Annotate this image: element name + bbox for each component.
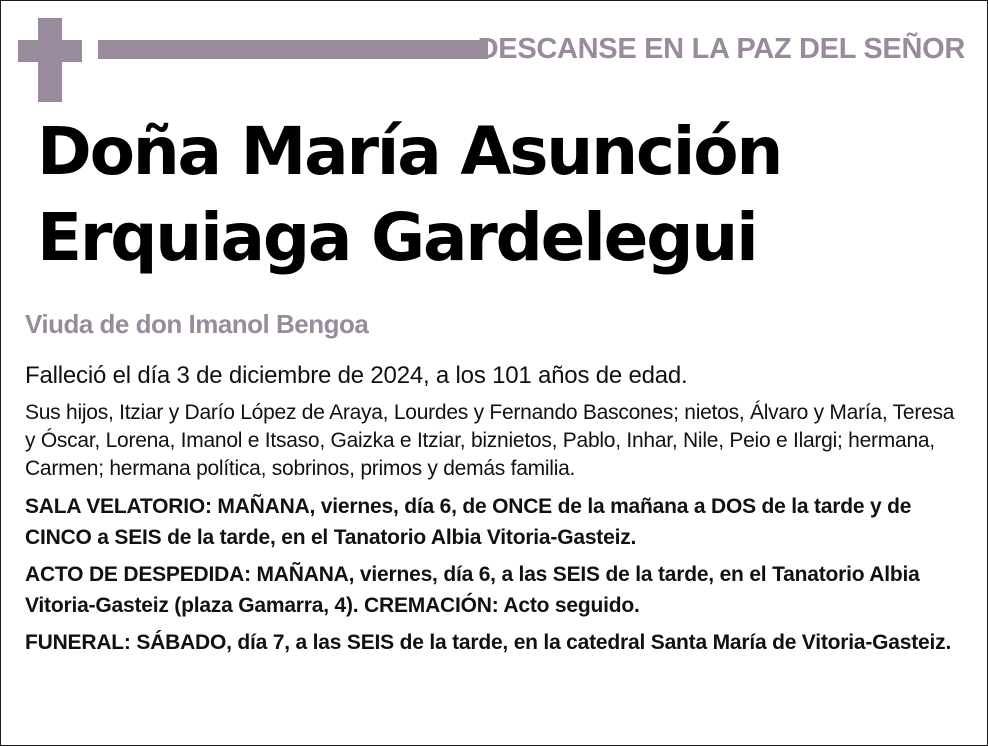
header-rule (98, 40, 488, 59)
deceased-name-line2: Erquiaga Gardelegui (37, 199, 757, 276)
header-title: DESCANSE EN LA PAZ DEL SEÑOR (477, 33, 965, 65)
widow-subtitle: Viuda de don Imanol Bengoa (25, 309, 369, 339)
acto-despedida-info: ACTO DE DESPEDIDA: MAÑANA, viernes, día 6, a las SEIS de la tarde, en el Tanatorio Albia Vitoria-Gasteiz (plaza Gamarra, 4). CREMACIÓN: Acto seguido. (25, 563, 920, 617)
sala-velatorio-info: SALA VELATORIO: MAÑANA, viernes, día 6, de ONCE de la mañana a DOS de la tarde y de CINCO a SEIS de la tarde, en el Tanatorio Albia Vitoria-Gasteiz. (25, 495, 912, 549)
notice-body (25, 359, 965, 664)
cross-horizontal-beam (18, 40, 82, 62)
death-statement: Falleció el día 3 de diciembre de 2024, a los 101 años de edad. (25, 362, 688, 389)
deceased-name (37, 109, 781, 281)
deceased-name-line1: Doña María Asunción (37, 113, 782, 190)
family-list: Sus hijos, Itziar y Darío López de Araya, Lourdes y Fernando Bascones; nietos, Álvaro y María, Teresa y Óscar, Lorena, Imanol e Itsaso, Gaizka e Itziar, biznietos, Pablo, Inhar, Nile, Peio e Ilargi; hermana, Carmen; hermana política, sobrinos, primos y demás familia. (25, 401, 955, 480)
funeral-info: FUNERAL: SÁBADO, día 7, a las SEIS de la tarde, en la catedral Santa María de Vitoria-Gasteiz. (25, 631, 952, 654)
